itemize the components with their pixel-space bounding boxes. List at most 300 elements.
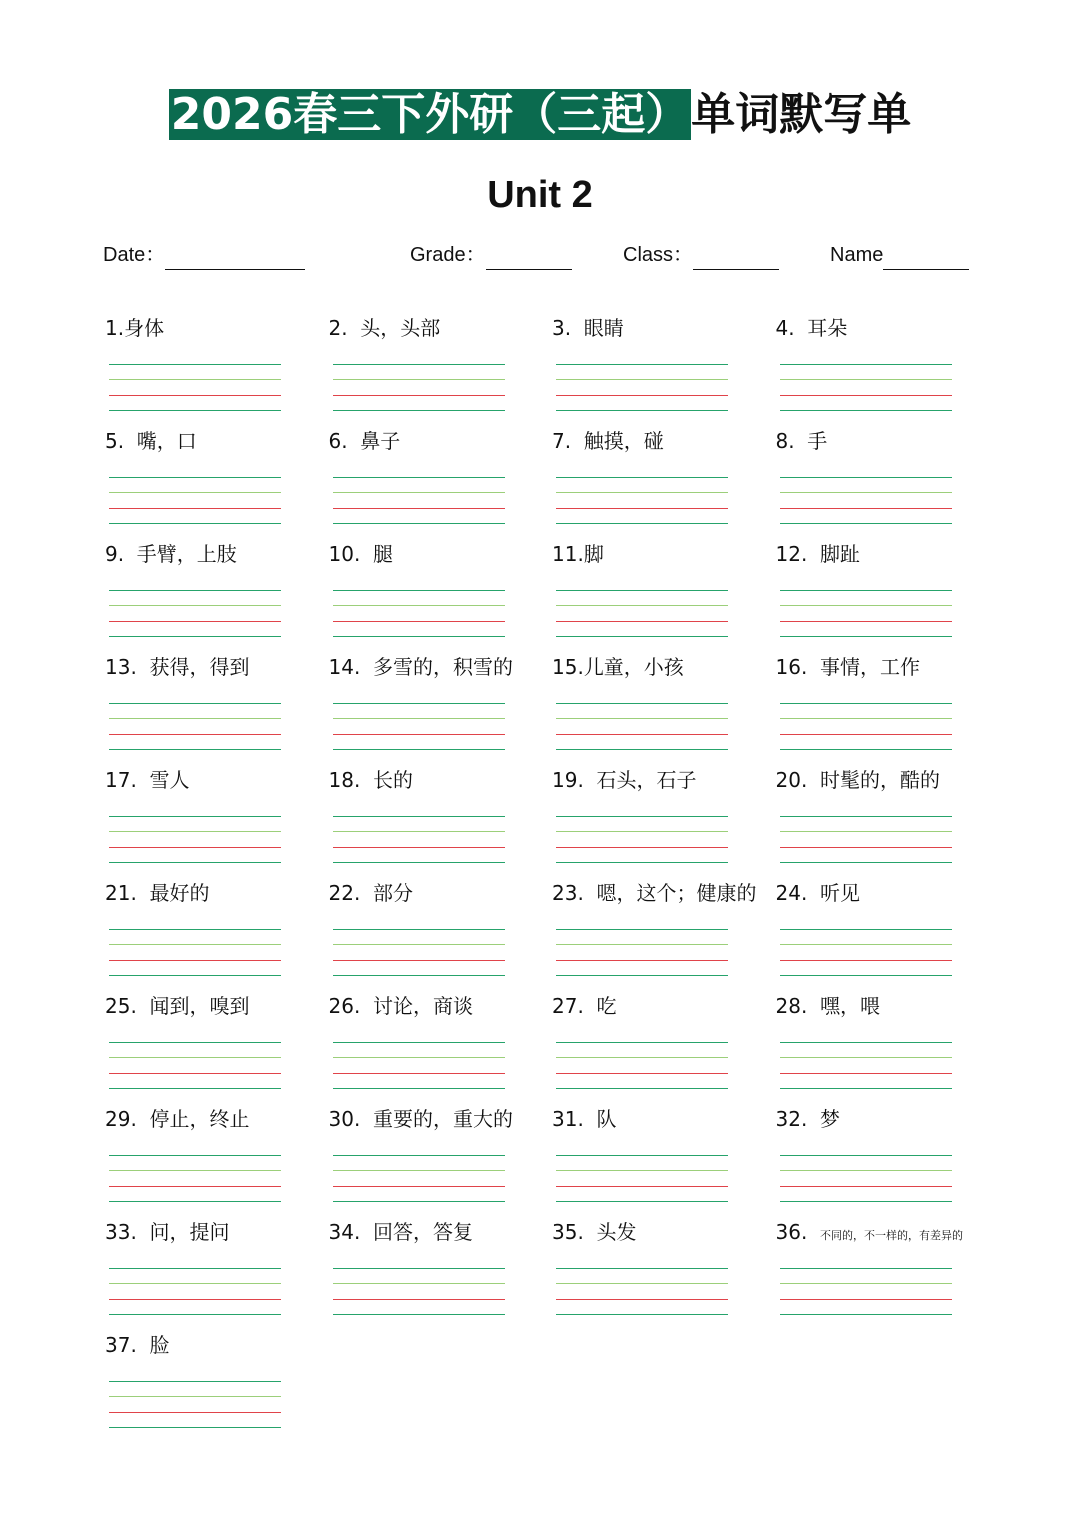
word-number: 31. xyxy=(552,1107,597,1131)
writing-lines[interactable] xyxy=(109,364,281,414)
writing-line xyxy=(780,816,952,817)
writing-line xyxy=(333,523,505,524)
writing-line xyxy=(333,492,505,493)
word-meaning: 吃 xyxy=(596,994,617,1018)
word-number: 32. xyxy=(775,1107,821,1131)
writing-line xyxy=(109,1170,281,1171)
word-prompt xyxy=(105,1105,250,1133)
word-item xyxy=(329,1218,552,1331)
word-number: 9. xyxy=(105,542,137,566)
word-number: 26. xyxy=(328,994,374,1018)
writing-line xyxy=(109,1042,281,1043)
writing-line xyxy=(109,1283,281,1284)
writing-line xyxy=(109,816,281,817)
word-item xyxy=(552,314,775,427)
writing-line xyxy=(556,718,728,719)
writing-line xyxy=(556,395,728,396)
writing-line xyxy=(109,523,281,524)
word-item xyxy=(552,540,775,653)
writing-line xyxy=(556,703,728,704)
word-number: 23. xyxy=(552,881,597,905)
word-prompt xyxy=(105,766,190,794)
word-meaning: 嗯，这个；健康的 xyxy=(596,881,757,905)
word-meaning: 不同的，不一样的，有差异的 xyxy=(820,1229,964,1242)
writing-line xyxy=(780,605,952,606)
writing-line xyxy=(556,831,728,832)
writing-line xyxy=(333,831,505,832)
writing-line xyxy=(109,975,281,976)
writing-line xyxy=(556,749,728,750)
word-item xyxy=(105,992,328,1105)
word-prompt xyxy=(552,1105,617,1133)
word-number: 16. xyxy=(775,655,821,679)
word-prompt xyxy=(552,766,697,794)
word-prompt xyxy=(105,992,250,1020)
writing-line xyxy=(333,1057,505,1058)
word-meaning: 眼睛 xyxy=(583,316,624,340)
writing-line xyxy=(333,410,505,411)
writing-line xyxy=(109,1088,281,1089)
writing-line xyxy=(556,1155,728,1156)
word-meaning: 最好的 xyxy=(149,881,210,905)
writing-line xyxy=(109,492,281,493)
word-meaning: 长的 xyxy=(373,768,414,792)
writing-line xyxy=(780,1057,952,1058)
writing-line xyxy=(333,477,505,478)
word-item xyxy=(105,879,328,992)
word-prompt xyxy=(329,1105,514,1133)
writing-line xyxy=(780,1201,952,1202)
word-number: 6. xyxy=(328,429,361,453)
word-meaning: 手臂，上肢 xyxy=(136,542,237,566)
word-prompt xyxy=(105,314,164,342)
word-item xyxy=(105,766,328,879)
writing-line xyxy=(780,379,952,380)
writing-line xyxy=(109,960,281,961)
word-number: 2. xyxy=(328,316,361,340)
writing-line xyxy=(780,636,952,637)
writing-line xyxy=(109,1396,281,1397)
writing-lines[interactable] xyxy=(109,1381,281,1431)
writing-lines[interactable] xyxy=(109,1042,281,1092)
writing-lines[interactable] xyxy=(333,929,505,979)
writing-line xyxy=(109,862,281,863)
writing-lines[interactable] xyxy=(556,477,728,527)
writing-lines[interactable] xyxy=(333,703,505,753)
writing-line xyxy=(333,749,505,750)
writing-line xyxy=(780,862,952,863)
word-prompt xyxy=(552,1218,637,1246)
writing-line xyxy=(780,523,952,524)
writing-line xyxy=(333,718,505,719)
writing-lines[interactable] xyxy=(556,703,728,753)
writing-line xyxy=(333,703,505,704)
writing-line xyxy=(556,1283,728,1284)
writing-lines[interactable] xyxy=(780,1155,952,1205)
grade-label: Grade： xyxy=(410,244,486,266)
word-number: 30. xyxy=(328,1107,374,1131)
word-prompt xyxy=(776,1105,841,1133)
word-prompt xyxy=(329,879,414,907)
writing-line xyxy=(556,929,728,930)
writing-line xyxy=(109,929,281,930)
word-prompt xyxy=(105,1218,230,1246)
word-item xyxy=(776,879,999,992)
writing-line xyxy=(556,975,728,976)
writing-lines[interactable] xyxy=(109,1268,281,1318)
writing-line xyxy=(109,605,281,606)
word-number: 8. xyxy=(775,429,808,453)
word-number: 24. xyxy=(775,881,821,905)
writing-lines[interactable] xyxy=(109,590,281,640)
writing-lines[interactable] xyxy=(333,590,505,640)
writing-line xyxy=(109,831,281,832)
writing-line xyxy=(333,364,505,365)
writing-line xyxy=(556,636,728,637)
writing-line xyxy=(333,1170,505,1171)
writing-line xyxy=(780,944,952,945)
word-meaning: 事情，工作 xyxy=(820,655,921,679)
writing-line xyxy=(333,1186,505,1187)
writing-lines[interactable] xyxy=(780,364,952,414)
writing-line xyxy=(333,1073,505,1074)
word-prompt xyxy=(776,992,881,1020)
writing-line xyxy=(556,944,728,945)
writing-line xyxy=(109,1186,281,1187)
word-prompt xyxy=(776,653,921,681)
writing-line xyxy=(556,605,728,606)
writing-line xyxy=(780,831,952,832)
word-meaning: 讨论，商谈 xyxy=(373,994,474,1018)
writing-line xyxy=(109,1155,281,1156)
writing-line xyxy=(333,734,505,735)
writing-line xyxy=(556,477,728,478)
writing-line xyxy=(333,395,505,396)
writing-line xyxy=(109,477,281,478)
writing-line xyxy=(333,636,505,637)
word-number: 12. xyxy=(775,542,821,566)
writing-line xyxy=(109,636,281,637)
word-item xyxy=(552,1105,775,1218)
writing-lines[interactable] xyxy=(333,364,505,414)
writing-line xyxy=(780,1299,952,1300)
word-number: 29. xyxy=(105,1107,150,1131)
word-prompt xyxy=(776,766,941,794)
writing-line xyxy=(780,364,952,365)
word-item xyxy=(105,1331,328,1444)
word-meaning: 获得，得到 xyxy=(149,655,250,679)
word-meaning: 时髦的，酷的 xyxy=(820,768,941,792)
writing-lines[interactable] xyxy=(109,816,281,866)
writing-line xyxy=(780,1042,952,1043)
word-meaning: 部分 xyxy=(373,881,414,905)
writing-line xyxy=(780,1088,952,1089)
writing-line xyxy=(780,1314,952,1315)
writing-line xyxy=(780,395,952,396)
word-item xyxy=(776,314,999,427)
word-item xyxy=(776,1218,999,1331)
word-number: 37. xyxy=(105,1333,150,1357)
writing-line xyxy=(780,847,952,848)
writing-line xyxy=(109,590,281,591)
word-item xyxy=(329,766,552,879)
writing-line xyxy=(109,364,281,365)
writing-line xyxy=(109,1073,281,1074)
word-meaning: 石头，石子 xyxy=(596,768,697,792)
word-meaning: 嘿，喂 xyxy=(820,994,881,1018)
writing-line xyxy=(780,410,952,411)
word-prompt xyxy=(776,427,828,455)
writing-lines[interactable] xyxy=(556,1268,728,1318)
writing-line xyxy=(780,929,952,930)
word-prompt xyxy=(552,427,664,455)
writing-line xyxy=(780,1073,952,1074)
writing-line xyxy=(333,1042,505,1043)
writing-lines[interactable] xyxy=(109,1155,281,1205)
word-number: 17. xyxy=(105,768,150,792)
word-item xyxy=(552,766,775,879)
writing-lines[interactable] xyxy=(109,703,281,753)
writing-line xyxy=(333,508,505,509)
writing-line xyxy=(109,1201,281,1202)
word-prompt xyxy=(329,314,441,342)
writing-line xyxy=(333,862,505,863)
word-number: 35. xyxy=(552,1220,597,1244)
writing-lines[interactable] xyxy=(109,477,281,527)
word-prompt xyxy=(776,1218,964,1250)
word-meaning: 停止，终止 xyxy=(149,1107,250,1131)
unit-heading: Unit 2 xyxy=(487,174,593,216)
writing-lines[interactable] xyxy=(333,1155,505,1205)
writing-line xyxy=(109,734,281,735)
writing-line xyxy=(556,508,728,509)
title-rest: 单词默写单 xyxy=(691,89,912,140)
writing-lines[interactable] xyxy=(333,1042,505,1092)
writing-line xyxy=(556,410,728,411)
writing-line xyxy=(109,749,281,750)
name-label: Name xyxy=(830,244,884,266)
word-item xyxy=(105,1218,328,1331)
writing-line xyxy=(333,1283,505,1284)
writing-line xyxy=(556,862,728,863)
word-meaning: 问，提问 xyxy=(149,1220,230,1244)
name-blank[interactable] xyxy=(883,247,969,270)
word-number: 3. xyxy=(552,316,584,340)
date-label: Date： xyxy=(103,244,166,266)
date-blank[interactable] xyxy=(165,247,305,270)
word-meaning: 耳朵 xyxy=(807,316,848,340)
writing-line xyxy=(109,1268,281,1269)
word-item xyxy=(776,766,999,879)
writing-line xyxy=(333,1088,505,1089)
writing-line xyxy=(333,1201,505,1202)
word-prompt xyxy=(105,653,250,681)
writing-line xyxy=(556,1042,728,1043)
writing-lines[interactable] xyxy=(780,929,952,979)
word-item xyxy=(329,879,552,992)
word-prompt xyxy=(552,653,684,681)
word-item xyxy=(552,653,775,766)
writing-line xyxy=(556,847,728,848)
word-number: 13. xyxy=(105,655,150,679)
writing-line xyxy=(780,1283,952,1284)
writing-line xyxy=(556,1170,728,1171)
word-item xyxy=(329,1105,552,1218)
word-item xyxy=(105,427,328,540)
writing-line xyxy=(780,718,952,719)
writing-line xyxy=(556,492,728,493)
date-field[interactable] xyxy=(103,240,305,270)
word-meaning: 脚趾 xyxy=(820,542,861,566)
word-meaning: 儿童，小孩 xyxy=(583,655,684,679)
writing-lines[interactable] xyxy=(556,929,728,979)
writing-lines[interactable] xyxy=(780,477,952,527)
grade-field[interactable] xyxy=(410,240,572,270)
page-title xyxy=(0,86,1080,144)
word-meaning: 腿 xyxy=(373,542,394,566)
word-meaning: 触摸，碰 xyxy=(583,429,664,453)
word-item xyxy=(552,992,775,1105)
word-prompt xyxy=(776,314,848,342)
word-meaning: 头发 xyxy=(596,1220,637,1244)
writing-line xyxy=(780,734,952,735)
writing-line xyxy=(109,1314,281,1315)
word-item xyxy=(776,540,999,653)
word-number: 34. xyxy=(328,1220,374,1244)
writing-line xyxy=(780,975,952,976)
writing-line xyxy=(556,960,728,961)
writing-line xyxy=(109,621,281,622)
writing-lines[interactable] xyxy=(556,1042,728,1092)
word-meaning: 回答，答复 xyxy=(373,1220,474,1244)
word-number: 18. xyxy=(328,768,374,792)
word-number: 7. xyxy=(552,429,584,453)
writing-line xyxy=(109,1057,281,1058)
writing-line xyxy=(556,523,728,524)
writing-lines[interactable] xyxy=(780,590,952,640)
writing-line xyxy=(109,395,281,396)
writing-lines[interactable] xyxy=(556,1155,728,1205)
word-prompt xyxy=(329,427,401,455)
word-number: 14. xyxy=(328,655,374,679)
writing-line xyxy=(333,975,505,976)
word-meaning: 鼻子 xyxy=(360,429,401,453)
word-meaning: 脸 xyxy=(149,1333,170,1357)
writing-line xyxy=(556,1299,728,1300)
word-number: 5. xyxy=(105,429,137,453)
word-number: 19. xyxy=(552,768,597,792)
writing-lines[interactable] xyxy=(556,364,728,414)
word-item xyxy=(776,653,999,766)
class-field[interactable] xyxy=(623,240,779,270)
word-item xyxy=(105,540,328,653)
writing-line xyxy=(333,1314,505,1315)
writing-lines[interactable] xyxy=(556,816,728,866)
word-item xyxy=(329,427,552,540)
word-prompt xyxy=(105,879,210,907)
writing-line xyxy=(556,1314,728,1315)
word-item xyxy=(776,1105,999,1218)
word-item xyxy=(776,427,999,540)
writing-line xyxy=(333,929,505,930)
writing-lines[interactable] xyxy=(780,703,952,753)
word-number: 36. xyxy=(775,1220,821,1244)
word-number: 22. xyxy=(328,881,374,905)
writing-line xyxy=(780,590,952,591)
writing-line xyxy=(556,621,728,622)
writing-line xyxy=(333,605,505,606)
word-item xyxy=(329,653,552,766)
writing-line xyxy=(780,703,952,704)
word-meaning: 头，头部 xyxy=(360,316,441,340)
writing-line xyxy=(333,1299,505,1300)
word-item xyxy=(552,879,775,992)
writing-lines[interactable] xyxy=(780,1268,952,1318)
writing-lines[interactable] xyxy=(333,477,505,527)
writing-line xyxy=(333,379,505,380)
writing-lines[interactable] xyxy=(780,1042,952,1092)
word-meaning: 闻到，嗅到 xyxy=(149,994,250,1018)
word-item xyxy=(776,992,999,1105)
writing-line xyxy=(333,944,505,945)
word-number: 4. xyxy=(775,316,808,340)
writing-line xyxy=(109,508,281,509)
word-number: 11. xyxy=(552,542,584,566)
writing-line xyxy=(556,1057,728,1058)
word-item xyxy=(105,314,328,427)
word-item xyxy=(105,653,328,766)
writing-line xyxy=(780,1170,952,1171)
grade-blank[interactable] xyxy=(486,247,572,270)
name-field[interactable] xyxy=(830,240,969,270)
word-item xyxy=(105,1105,328,1218)
writing-line xyxy=(556,1073,728,1074)
word-meaning: 嘴，口 xyxy=(136,429,197,453)
writing-lines[interactable] xyxy=(333,1268,505,1318)
word-meaning: 雪人 xyxy=(149,768,190,792)
word-item xyxy=(552,427,775,540)
class-label: Class： xyxy=(623,244,694,266)
word-number: 1. xyxy=(105,316,125,340)
writing-line xyxy=(333,816,505,817)
writing-line xyxy=(780,1155,952,1156)
writing-lines[interactable] xyxy=(109,929,281,979)
writing-line xyxy=(333,590,505,591)
word-prompt xyxy=(552,992,617,1020)
writing-line xyxy=(556,379,728,380)
word-number: 20. xyxy=(775,768,821,792)
writing-line xyxy=(780,1186,952,1187)
writing-line xyxy=(333,960,505,961)
word-prompt xyxy=(105,1331,170,1359)
writing-line xyxy=(109,944,281,945)
writing-lines[interactable] xyxy=(333,816,505,866)
word-prompt xyxy=(552,314,624,342)
word-meaning: 脚 xyxy=(583,542,604,566)
writing-lines[interactable] xyxy=(556,590,728,640)
writing-line xyxy=(556,1088,728,1089)
writing-line xyxy=(780,621,952,622)
writing-lines[interactable] xyxy=(780,816,952,866)
writing-line xyxy=(780,508,952,509)
writing-line xyxy=(556,590,728,591)
writing-line xyxy=(109,1427,281,1428)
word-meaning: 手 xyxy=(807,429,828,453)
writing-line xyxy=(333,847,505,848)
word-meaning: 重要的，重大的 xyxy=(373,1107,514,1131)
word-meaning: 听见 xyxy=(820,881,861,905)
class-blank[interactable] xyxy=(693,247,779,270)
